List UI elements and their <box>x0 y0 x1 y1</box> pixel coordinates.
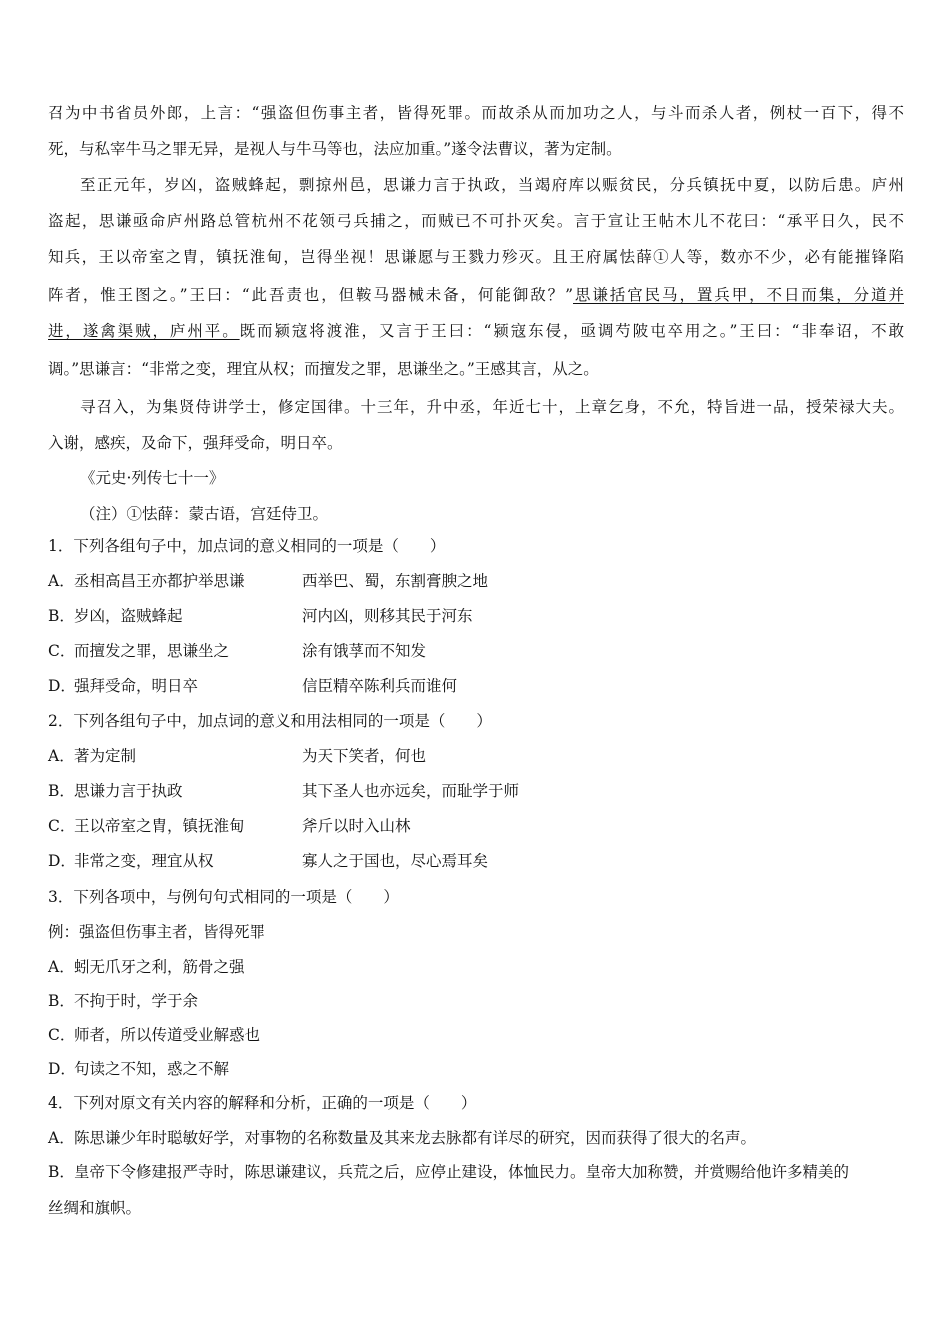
question-3-stem: 3．下列各项中，与例句句式相同的一项是（ ） <box>48 888 399 906</box>
question-2-option-d <box>48 850 488 872</box>
option-text-right: 其下圣人也亦远矣，而耻学于师 <box>302 782 520 800</box>
option-label: B． <box>48 782 75 800</box>
passage-p1-line1: 召为中书省员外郎，上言：“强盗但伤事主者，皆得死罪。而故杀从而加功之人，与斗而杀人者，例杖一百下，得不 <box>48 104 904 122</box>
question-1-stem: 1．下列各组句子中，加点词的意义相同的一项是（ ） <box>48 537 446 555</box>
question-4-stem: 4．下列对原文有关内容的解释和分析，正确的一项是（ ） <box>48 1094 477 1112</box>
option-text-right: 河内凶，则移其民于河东 <box>302 607 473 625</box>
option-text-right: 为天下笑者，何也 <box>302 747 427 765</box>
option-text-right: 寡人之于国也，尽心焉耳矣 <box>302 852 489 870</box>
passage-p2-line5 <box>48 320 904 342</box>
option-label: A． <box>48 572 75 590</box>
passage-p2-line4-plain: 阵者，惟王图之。”王曰：“此吾责也，但鞍马器械未备，何能御敌？” <box>48 286 574 304</box>
question-3-example: 例：强盗但伤事主者，皆得死罪 <box>48 923 266 941</box>
passage-p3-line2: 入谢，感疾，及命下，强拜受命，明日卒。 <box>48 434 343 452</box>
question-1-option-d <box>48 675 457 697</box>
passage-p2-line6: 调。”思谦言：“非常之变，理宜从权；而擅发之罪，思谦坐之。”王感其言，从之。 <box>48 360 599 378</box>
passage-p2-line5-plain: 既而颍寇将渡淮，又言于王曰：“颍寇东侵，亟调芍陂屯卒用之。”王曰：“非奉诏，不敢 <box>239 322 904 340</box>
option-label: D． <box>48 677 76 695</box>
option-label: C． <box>48 1026 76 1044</box>
option-text-left: 丞相高昌王亦都护举思谦 <box>74 572 245 590</box>
passage-p2-line2: 盗起，思谦亟命庐州路总管杭州不花领弓兵捕之，而贼已不可扑灭矣。言于宣让王帖木儿不花曰：“承平日久，民不 <box>48 212 904 230</box>
option-label: C． <box>48 642 76 660</box>
option-label: A． <box>48 747 75 765</box>
question-4-option-b-continued: 丝绸和旗帜。 <box>48 1199 142 1217</box>
option-label: B． <box>48 1163 75 1181</box>
option-label: A． <box>48 1129 75 1147</box>
question-2-option-a <box>48 745 426 767</box>
question-1-option-a <box>48 570 488 592</box>
passage-p2-line4 <box>48 284 904 306</box>
question-1-option-c <box>48 640 426 662</box>
option-text-left: 思谦力言于执政 <box>74 782 183 800</box>
passage-p2-line5-underlined: 进，遂禽渠贼，庐州平。 <box>48 322 240 340</box>
option-text-right: 信臣精卒陈利兵而谁何 <box>302 677 458 695</box>
option-label: D． <box>48 1060 76 1078</box>
option-text: 师者，所以传道受业解惑也 <box>74 1026 261 1044</box>
option-label: B． <box>48 992 75 1010</box>
option-text-right: 涂有饿莩而不知发 <box>302 642 427 660</box>
question-3-option-a <box>48 956 245 978</box>
option-text-right: 斧斤以时入山林 <box>302 817 411 835</box>
passage-p2-line3: 知兵，王以帝室之胄，镇抚淮甸，岂得坐视！思谦愿与王戮力殄灭。且王府属怯薛①人等，数亦不少，必有能摧锋陷 <box>48 248 904 266</box>
question-4-option-a <box>48 1127 756 1149</box>
option-text: 陈思谦少年时聪敏好学，对事物的名称数量及其来龙去脉都有详尽的研究，因而获得了很大的名声。 <box>74 1129 757 1147</box>
option-text-left: 非常之变，理宜从权 <box>74 852 214 870</box>
passage-note: （注）①怯薛：蒙古语，宫廷侍卫。 <box>80 505 329 523</box>
question-3-option-b <box>48 990 198 1012</box>
passage-p3-line1: 寻召入，为集贤侍讲学士，修定国律。十三年，升中丞，年近七十，上章乞身，不允，特旨进一品，授荣禄大夫。 <box>80 398 904 416</box>
option-text-left: 强拜受命，明日卒 <box>74 677 199 695</box>
question-1-option-b <box>48 605 473 627</box>
passage-p2-line4-underlined: 思谦括官民马，置兵甲，不日而集，分道并 <box>573 286 904 304</box>
option-text-left: 著为定制 <box>74 747 137 765</box>
option-label: C． <box>48 817 76 835</box>
option-text-left: 岁凶，盗贼蜂起 <box>74 607 183 625</box>
option-text: 不拘于时，学于余 <box>74 992 199 1010</box>
question-4-option-b <box>48 1161 904 1183</box>
passage-p1-line2: 死，与私宰牛马之罪无异，是视人与牛马等也，法应加重。”遂令法曹议，著为定制。 <box>48 140 622 158</box>
option-text-left: 王以帝室之胄，镇抚淮甸 <box>74 817 245 835</box>
option-text-left: 而擅发之罪，思谦坐之 <box>74 642 230 660</box>
option-label: A． <box>48 958 75 976</box>
option-label: B． <box>48 607 75 625</box>
passage-p2-line1: 至正元年，岁凶，盗贼蜂起，剽掠州邑，思谦力言于执政，当竭府库以赈贫民，分兵镇抚中夏，以防后患。庐州 <box>80 176 904 194</box>
passage-source: 《元史·列传七十一》 <box>80 469 225 487</box>
option-text: 句读之不知，惑之不解 <box>74 1060 230 1078</box>
question-2-option-c <box>48 815 411 837</box>
question-2-stem: 2．下列各组句子中，加点词的意义和用法相同的一项是（ ） <box>48 712 492 730</box>
option-label: D． <box>48 852 76 870</box>
question-2-option-b <box>48 780 519 802</box>
option-text-right: 西举巴、蜀，东割膏腴之地 <box>302 572 489 590</box>
option-text: 皇帝下令修建报严寺时，陈思谦建议，兵荒之后，应停止建设，体恤民力。皇帝大加称赞，并赏赐给他许多精美的 <box>74 1163 850 1181</box>
option-text: 蚓无爪牙之利，筋骨之强 <box>74 958 245 976</box>
question-3-option-c <box>48 1024 260 1046</box>
question-3-option-d <box>48 1058 229 1080</box>
